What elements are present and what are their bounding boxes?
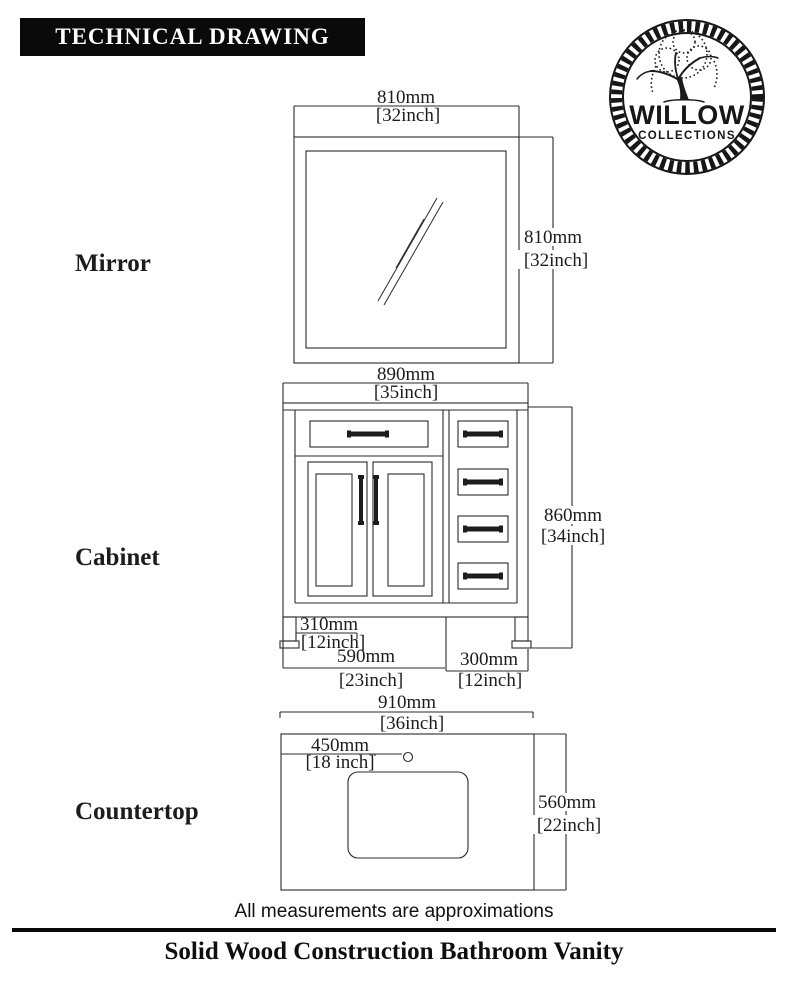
measurements-note: All measurements are approximations	[234, 901, 554, 922]
cabinet-drawers-mm-label: 300mm	[459, 649, 519, 670]
door-handle-icon	[373, 475, 379, 525]
drawer-handle-icon	[347, 431, 389, 438]
faucet-offset-mm-label: 450mm	[310, 735, 370, 756]
countertop-width-mm-label: 910mm	[377, 692, 437, 713]
cabinet-height-inch-label: [34inch]	[540, 526, 606, 547]
drawer-handle-icon	[463, 431, 503, 580]
cabinet-door-left-panel	[316, 474, 352, 586]
page-title: TECHNICAL DRAWING	[55, 24, 330, 49]
mirror-height-mm-label: 810mm	[523, 227, 583, 248]
section-label-countertop: Countertop	[75, 798, 199, 825]
section-label-mirror: Mirror	[75, 250, 151, 277]
cabinet-doors-inch-label: [23inch]	[338, 670, 404, 691]
cabinet-door-right-panel	[388, 474, 424, 586]
footer-divider	[12, 928, 776, 932]
cabinet-doors-mm-label: 590mm	[336, 646, 396, 667]
logo-sub-text: COLLECTIONS	[638, 130, 736, 142]
logo-brand-text: WILLOW	[629, 100, 745, 130]
countertop-depth-inch-label: [22inch]	[536, 815, 602, 836]
cabinet-drawers-inch-label: [12inch]	[457, 670, 523, 691]
mirror-height-inch-label: [32inch]	[523, 250, 589, 271]
faucet-hole-icon	[404, 753, 413, 762]
cabinet-width-mm-label: 890mm	[376, 364, 436, 385]
product-title: Solid Wood Construction Bathroom Vanity	[164, 938, 624, 965]
door-handle-icon	[358, 475, 364, 525]
sink-cutout	[348, 772, 468, 858]
cabinet-width-inch-label: [35inch]	[373, 382, 439, 403]
cabinet-door-right	[373, 462, 432, 596]
countertop-width-inch-label: [36inch]	[379, 713, 445, 734]
cabinet-side-mm-label: 310mm	[299, 614, 359, 635]
cabinet-door-left	[308, 462, 367, 596]
section-label-cabinet: Cabinet	[75, 544, 160, 571]
mirror-width-mm-label: 810mm	[376, 87, 436, 108]
cabinet-height-mm-label: 860mm	[543, 505, 603, 526]
countertop-drawing	[280, 692, 607, 890]
mirror-drawing	[294, 87, 594, 363]
faucet-offset-inch-label: [18 inch]	[305, 752, 375, 773]
cabinet-drawing	[280, 364, 610, 691]
mirror-reflection-icon	[378, 198, 443, 305]
mirror-width-inch-label: [32inch]	[375, 105, 441, 126]
countertop-depth-mm-label: 560mm	[537, 792, 597, 813]
cabinet-side-inch-label: [12inch]	[300, 632, 366, 653]
